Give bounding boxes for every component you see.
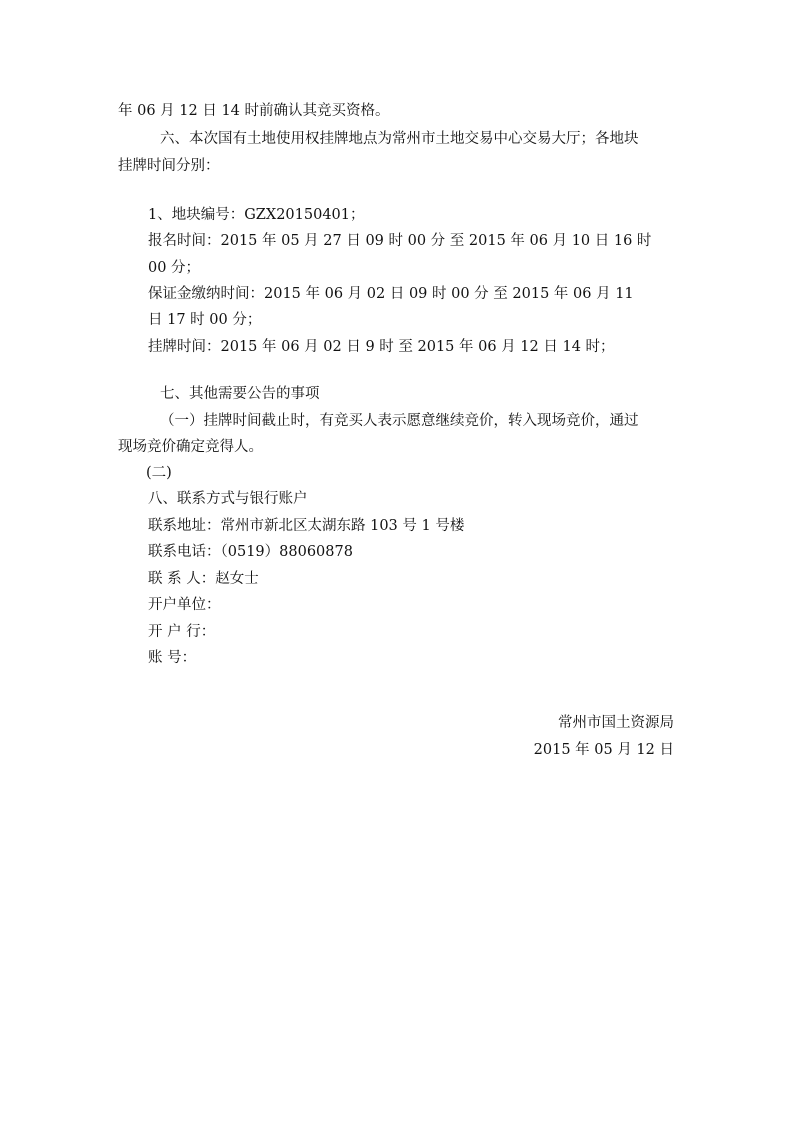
bank-name: 开 户 行： bbox=[148, 624, 216, 640]
contact-phone: 联系电话：（0519）88060878 bbox=[148, 544, 353, 560]
registration-time-cont: 00 分； bbox=[148, 260, 201, 276]
deposit-time-cont: 日 17 时 00 分； bbox=[148, 312, 262, 328]
section-7-heading: 七、其他需要公告的事项 bbox=[160, 386, 320, 402]
section-7-item-2: (二) bbox=[146, 465, 172, 481]
listing-time: 挂牌时间：2015 年 06 月 02 日 9 时 至 2015 年 06 月 12 日 14 时； bbox=[148, 339, 615, 355]
account-unit: 开户单位： bbox=[148, 597, 221, 613]
signature-date: 2015 年 05 月 12 日 bbox=[533, 742, 674, 758]
text-line-3: 挂牌时间分别： bbox=[118, 158, 220, 174]
section-7-item-1-cont: 现场竞价确定竞得人。 bbox=[118, 439, 263, 455]
contact-person: 联 系 人：赵女士 bbox=[148, 571, 259, 587]
signature-org: 常州市国土资源局 bbox=[558, 715, 674, 731]
account-number: 账 号： bbox=[148, 650, 197, 666]
contact-address: 联系地址：常州市新北区太湖东路 103 号 1 号楼 bbox=[148, 518, 465, 534]
deposit-time: 保证金缴纳时间：2015 年 06 月 02 日 09 时 00 分 至 2015 年 06 月 11 bbox=[148, 286, 634, 302]
registration-time: 报名时间：2015 年 05 月 27 日 09 时 00 分 至 2015 年 06 月 10 日 16 时 bbox=[148, 233, 652, 249]
text-line-1: 年 06 月 12 日 14 时前确认其竞买资格。 bbox=[118, 103, 390, 119]
section-8-heading: 八、联系方式与银行账户 bbox=[148, 491, 308, 507]
section-7-item-1: （一）挂牌时间截止时，有竞买人表示愿意继续竞价，转入现场竞价，通过 bbox=[160, 413, 639, 429]
section-6-heading: 六、本次国有土地使用权挂牌地点为常州市土地交易中心交易大厅；各地块 bbox=[160, 131, 639, 147]
parcel-number: 1、地块编号：GZX20150401； bbox=[148, 207, 365, 223]
